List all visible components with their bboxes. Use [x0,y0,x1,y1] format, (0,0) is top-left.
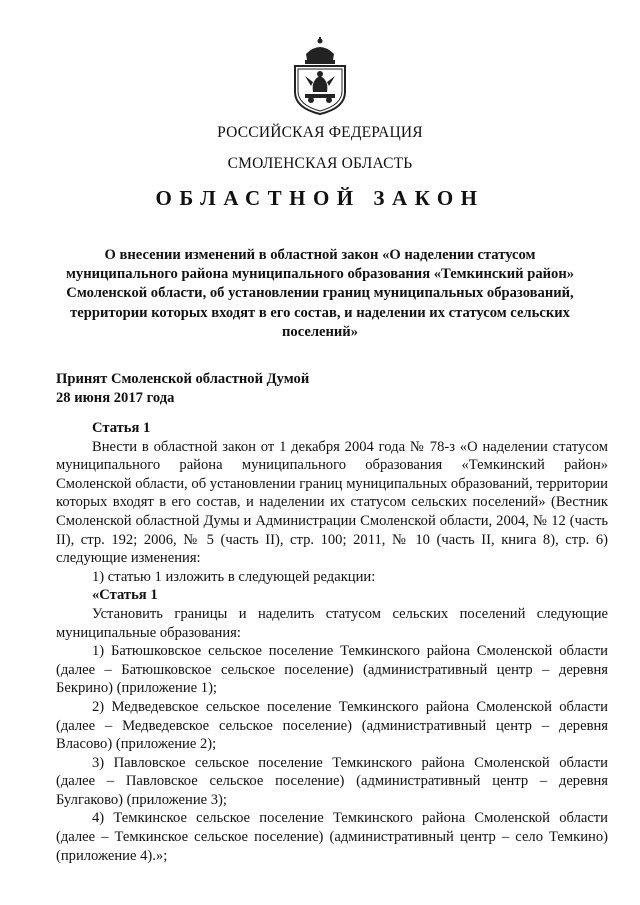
settlement-point-1: 1) Батюшковское сельское поселение Темкинского района Смоленской области (далее – Батюшковское сельское поселение) (административный центр – деревня Бекрино) (приложение 1); [56,643,608,697]
settlement-point-3: 3) Павловское сельское поселение Темкинского района Смоленской области (далее – Павловское сельское поселение) (административный центр – деревня Булгаково) (приложение 3); [56,754,608,808]
quoted-article-intro: Установить границы и наделить статусом сельских поселений следующие муниципальные образования: [56,605,608,641]
quoted-article-heading: «Статья 1 [92,587,158,604]
settlement-point-2: 2) Медведевское сельское поселение Темкинского района Смоленской области (далее – Медведевское сельское поселение) (административный центр – деревня Власово) (приложение 2); [56,698,608,753]
adopted-by: Принят Смоленской областной Думой [56,371,310,387]
federation-title: РОССИЙСКАЯ ФЕДЕРАЦИЯ [217,124,423,141]
article-intro: Внести в областной закон от 1 декабря 2004 года № 78-з «О наделении статусом муниципального района муниципального образования «Темкинский район» Смоленской области, об установлении границ муниципальных образований, территории которых входят в его состав, и наделении их статусом сельских поселений» (Вестник Смоленской областной Думы и Администрации Смоленской области, 2004, № 12 (часть II), стр. 192; 2006, № 5 (часть II), стр. 100; 2011, № 10 (часть II, книга 8), стр. 6) следующие изменения: [56,438,608,567]
document-type-title: ОБЛАСТНОЙ ЗАКОН [155,186,485,210]
region-title: СМОЛЕНСКАЯ ОБЛАСТЬ [227,155,413,172]
article-heading: Статья 1 [92,420,151,436]
law-subject: О внесении изменений в областной закон «О наделении статусом муниципального района муниципального образования «Темкинский район» Смоленской области, об установлении границ муниципальных образований, территории которых входят в его состав, и наделении их статусом сельских поселений» [65,247,575,340]
coat-of-arms-icon [289,36,351,116]
amendment-item-1: 1) статью 1 изложить в следующей редакции: [92,568,376,585]
article-1 [56,419,608,865]
adoption-info [56,370,309,408]
settlement-point-4: 4) Темкинское сельское поселение Темкинского района Смоленской области (далее – Темкинское сельское поселение) (административный центр – село Темкино) (приложение 4).»; [56,810,608,864]
adoption-date: 28 июня 2017 года [56,390,175,406]
